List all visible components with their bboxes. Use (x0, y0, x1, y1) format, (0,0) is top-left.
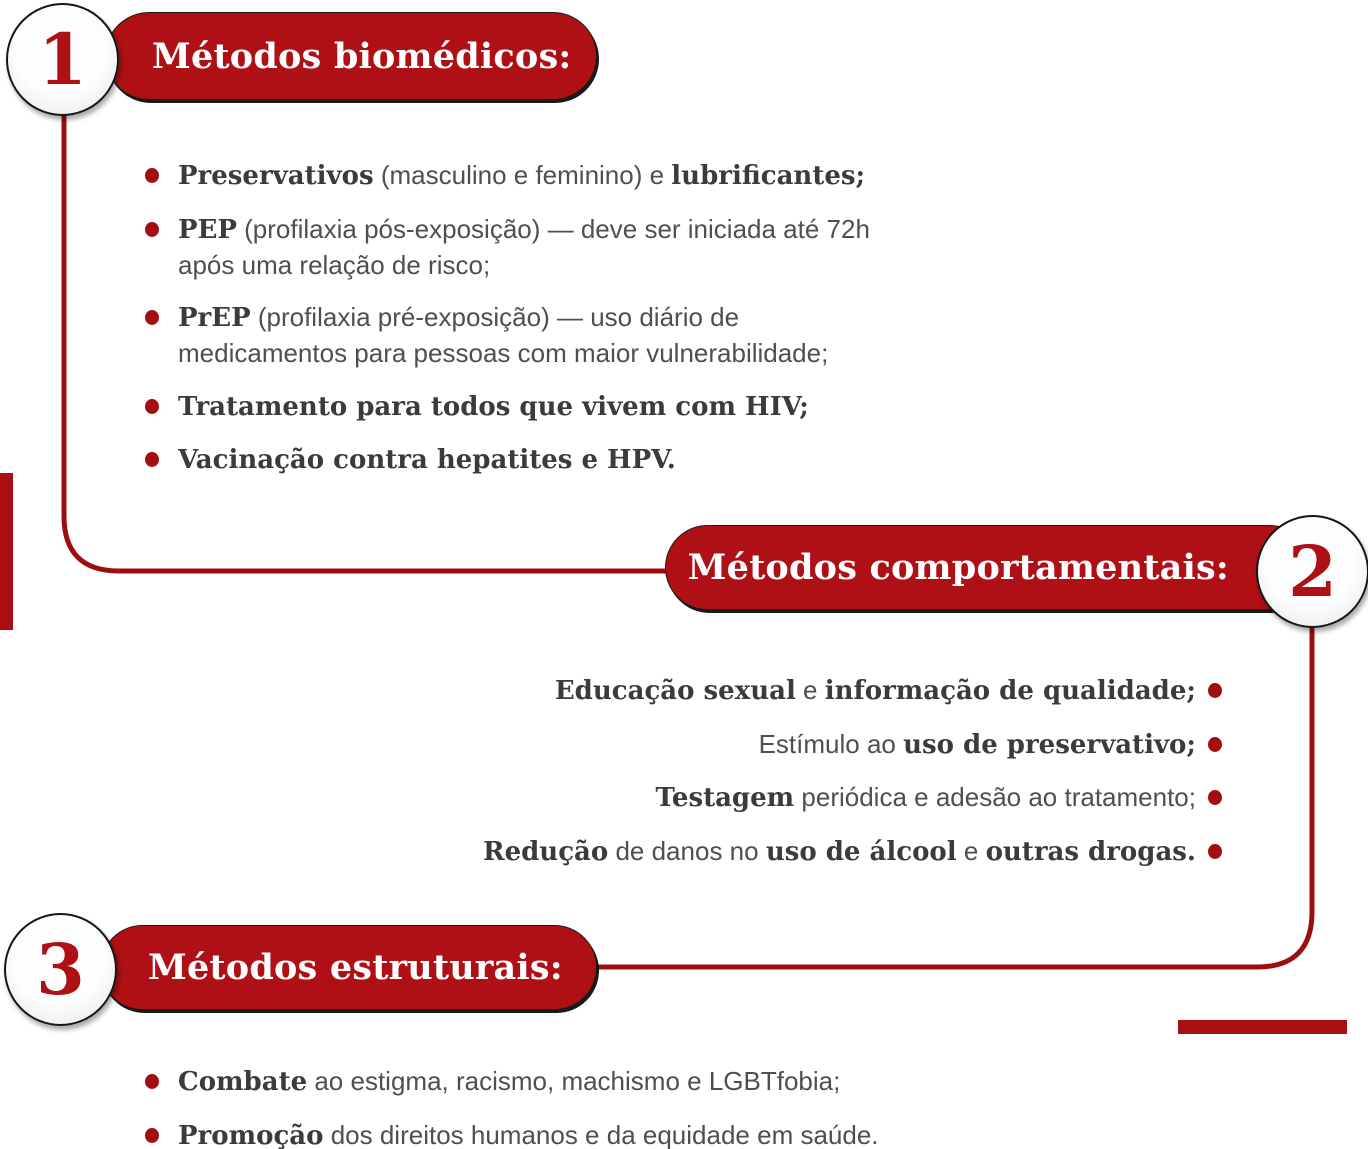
list-item (145, 1064, 1125, 1100)
section-1-title-bar (105, 12, 597, 100)
list-item (145, 442, 1025, 478)
section-2-number: 2 (1288, 529, 1337, 613)
list-item (656, 780, 1222, 816)
bold-text-segment: Redução (482, 836, 609, 867)
text-segment: (masculino e feminino) e (373, 160, 672, 190)
bullet-dot (145, 399, 159, 414)
bold-text-segment: Tratamento para todos que vivem com HIV; (178, 391, 809, 422)
bold-text-segment: outras drogas. (985, 836, 1196, 867)
text-segment: após uma relação de risco; (178, 249, 491, 280)
bullet-dot (1208, 790, 1222, 805)
list-item (555, 673, 1222, 709)
item-text (178, 1118, 879, 1149)
bold-text-segment: uso de preservativo; (903, 729, 1196, 760)
list-item (145, 1118, 1125, 1149)
text-segment: e (956, 835, 986, 866)
section-2-list (462, 673, 1222, 870)
text-segment: (profilaxia pré-exposição) — uso diário de (250, 302, 740, 332)
section-1-number: 1 (38, 17, 87, 101)
bullet-dot (145, 222, 159, 237)
item-text (178, 1064, 840, 1100)
bold-text-segment: Preservativos (178, 161, 374, 191)
section-3-number: 3 (36, 927, 85, 1011)
bold-text-segment: Educação sexual (554, 676, 796, 706)
item-text (178, 212, 870, 283)
bold-text-segment: PEP (178, 214, 237, 245)
list-item (145, 158, 1025, 194)
bold-text-segment: Promoção (178, 1120, 324, 1149)
section-3-title: Métodos estruturais: (148, 947, 563, 988)
text-segment: dos direitos humanos e da equidade em saúde. (323, 1119, 879, 1149)
bullet-dot (145, 1074, 159, 1089)
item-text (178, 158, 865, 194)
text-segment: e (795, 675, 825, 705)
section-3-list (145, 1064, 1125, 1149)
text-segment: Estímulo ao (758, 728, 904, 759)
bold-text-segment: informação de qualidade; (824, 676, 1196, 706)
item-text (178, 300, 828, 371)
list-item (145, 389, 1025, 425)
list-item (483, 834, 1222, 870)
section-3-title-bar (100, 925, 597, 1010)
section-1-title: Métodos biomédicos: (152, 35, 572, 77)
bullet-dot (1208, 737, 1222, 752)
section-1-number-circle (6, 3, 119, 116)
accent-bar-left (0, 473, 13, 630)
section-3-number-circle (4, 913, 117, 1026)
item-text (483, 834, 1196, 870)
accent-bar-right (1178, 1020, 1347, 1034)
bold-text-segment: Testagem (655, 783, 795, 813)
text-segment: (profilaxia pós-exposição) — deve ser iniciada até 72h (236, 213, 870, 244)
text-segment: ao estigma, racismo, machismo e LGBTfobia; (307, 1066, 841, 1096)
section-2-title-bar (665, 525, 1312, 610)
text-segment: periódica e adesão ao tratamento; (794, 782, 1196, 812)
bold-text-segment: uso de álcool (765, 836, 957, 867)
list-item (759, 727, 1222, 763)
item-text (178, 389, 809, 425)
item-text (656, 780, 1196, 816)
section-2-title: Métodos comportamentais: (687, 547, 1229, 588)
bold-text-segment: Combate (178, 1067, 308, 1097)
item-text (555, 673, 1196, 709)
text-segment: de danos no (608, 835, 766, 866)
list-item (145, 300, 1025, 371)
text-segment: medicamentos para pessoas com maior vulnerabilidade; (178, 338, 829, 368)
item-text (759, 727, 1196, 763)
bullet-dot (145, 310, 159, 325)
bold-text-segment: PrEP (178, 303, 251, 333)
bullet-dot (145, 452, 159, 467)
list-item (145, 212, 1025, 283)
bullet-dot (145, 168, 159, 183)
bold-text-segment: lubrificantes; (671, 161, 866, 191)
section-2-number-circle (1256, 515, 1368, 628)
bullet-dot (1208, 683, 1222, 698)
section-1-list (145, 158, 1025, 478)
item-text (178, 442, 676, 478)
bullet-dot (145, 1128, 159, 1143)
bold-text-segment: Vacinação contra hepatites e HPV. (178, 445, 676, 475)
bullet-dot (1208, 844, 1222, 859)
